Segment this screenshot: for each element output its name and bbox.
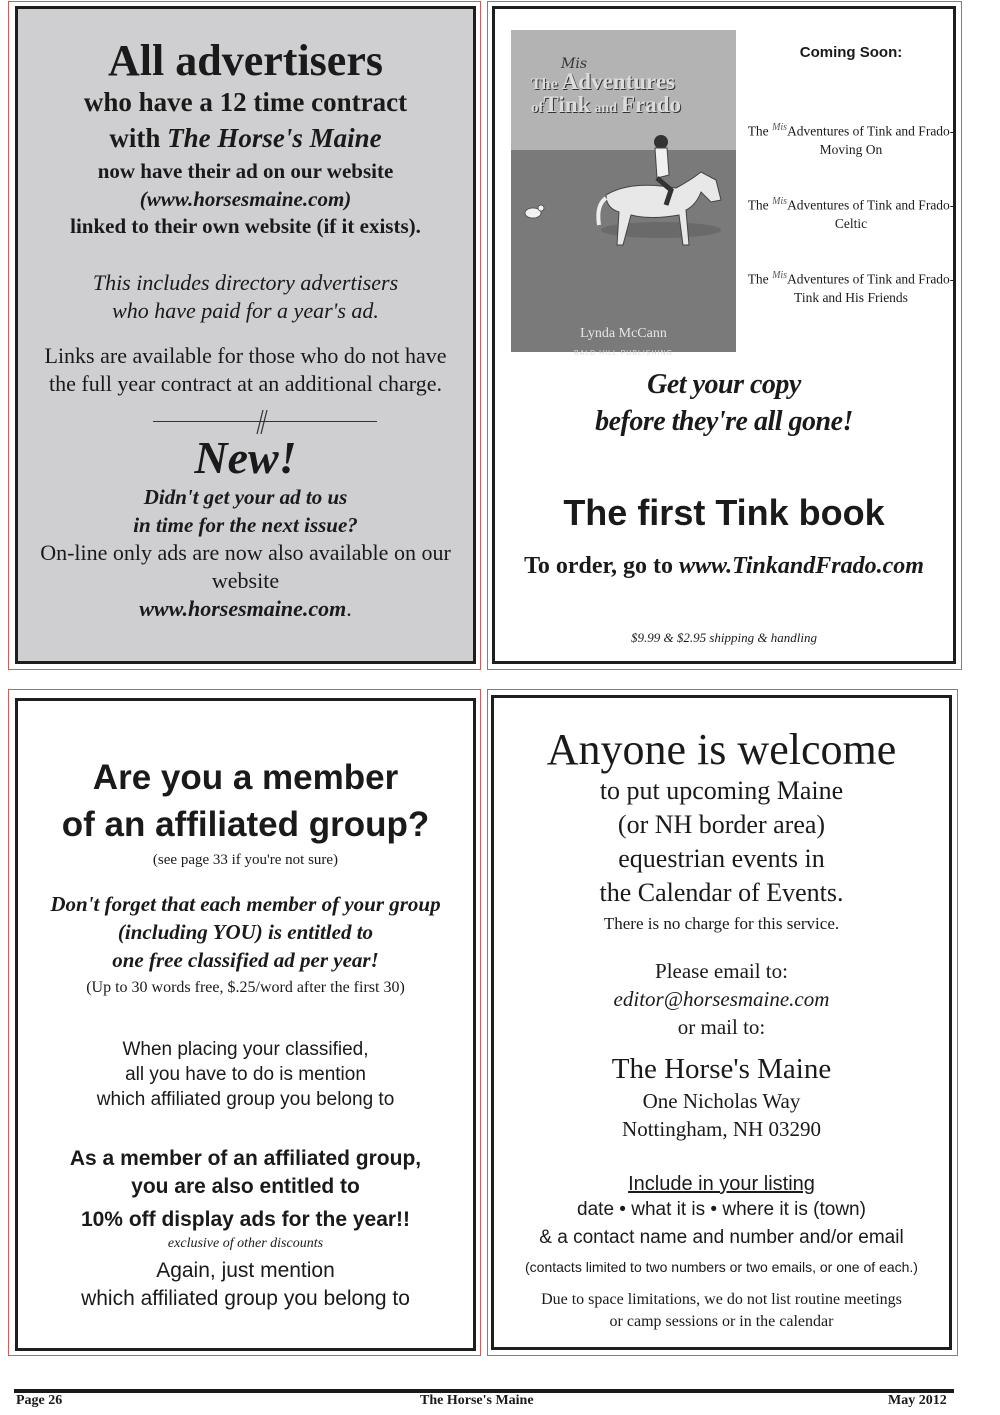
upcoming-3-pre: The xyxy=(747,271,773,287)
cover-title xyxy=(511,70,736,116)
upcoming-book-1 xyxy=(740,119,962,159)
affiliated-heading-2: of an affiliated group? xyxy=(61,805,430,844)
address-line-1: One Nicholas Way xyxy=(642,1089,801,1113)
first-book-heading: The first Tink book xyxy=(563,492,885,533)
space-note-2: or camp sessions or in the calendar xyxy=(609,1313,834,1330)
ad-panel-calendar xyxy=(491,695,952,1350)
cover-title-of: of xyxy=(531,100,544,116)
online-line-1: On-line only ads are now also available on our xyxy=(40,540,451,565)
ad-panel-affiliated-group xyxy=(15,698,476,1351)
welcome-heading: Anyone is welcome xyxy=(546,725,897,774)
site-period: . xyxy=(346,596,352,621)
cover-title-the: The xyxy=(531,76,558,93)
address-line-2: Nottingham, NH 03290 xyxy=(622,1117,821,1141)
advertisers-heading: All advertisers xyxy=(108,36,383,85)
email-address[interactable]: editor@horsesmaine.com xyxy=(613,987,830,1011)
mail-label: or mail to: xyxy=(677,1015,766,1039)
new-italic-1: Didn't get your ad to us xyxy=(143,485,348,509)
website-line: now have their ad on our website xyxy=(97,159,394,183)
coming-soon-heading: Coming Soon: xyxy=(799,44,903,61)
words-note: (Up to 30 words free, $.25/word after the first 30) xyxy=(86,979,405,996)
placing-line-2: all you have to do is mention xyxy=(125,1064,366,1085)
contacts-note: (contacts limited to two numbers or two emails, or one of each.) xyxy=(525,1259,918,1275)
upcoming-3-mis: Mis xyxy=(772,270,788,281)
upcoming-2-title: Adventures of Tink and Frado- xyxy=(787,197,955,213)
cover-mis-insert: Mis xyxy=(561,56,587,72)
upcoming-1-sub: Moving On xyxy=(819,141,883,157)
intro-line-1: to put upcoming Maine xyxy=(599,776,844,805)
no-charge-note: There is no charge for this service. xyxy=(603,914,840,933)
upcoming-book-2 xyxy=(740,193,962,233)
ad-panel-tink-book xyxy=(492,6,956,664)
footer-page-number: Page 26 xyxy=(16,1393,63,1408)
new-italic-2: in time for the next issue? xyxy=(133,513,358,537)
placing-line-3: which affiliated group you belong to xyxy=(96,1089,395,1110)
cover-title-tink: Tink xyxy=(543,92,591,117)
order-line xyxy=(495,551,953,581)
linked-line: linked to their own website (if it exists). xyxy=(70,214,421,238)
contract-line: who have a 12 time contract xyxy=(83,87,408,117)
again-line-2: which affiliated group you belong to xyxy=(81,1287,410,1310)
footer-publication: The Horse's Maine xyxy=(420,1393,534,1408)
order-url[interactable]: www.TinkandFrado.com xyxy=(678,553,924,579)
discount-line-1: As a member of an affiliated group, xyxy=(69,1147,422,1170)
include-line-1: date • what it is • where it is (town) xyxy=(577,1199,866,1220)
upcoming-1-title: Adventures of Tink and Frado- xyxy=(787,123,955,139)
upcoming-1-mis: Mis xyxy=(772,122,788,133)
price-line: $9.99 & $2.95 shipping & handling xyxy=(631,630,817,645)
intro-line-2: (or NH border area) xyxy=(617,810,826,839)
get-copy-line-2: before they're all gone! xyxy=(595,406,853,437)
ad-panel-advertisers xyxy=(15,6,476,664)
new-heading: New! xyxy=(194,432,297,483)
links-line-1: Links are available for those who do not have xyxy=(44,343,447,368)
space-note-1: Due to space limitations, we do not list routine meetings xyxy=(541,1291,902,1308)
order-prefix: To order, go to xyxy=(524,553,679,579)
book-cover xyxy=(511,30,736,357)
intro-line-4: the Calendar of Events. xyxy=(599,878,844,907)
upcoming-3-title: Adventures of Tink and Frado- xyxy=(787,271,955,287)
online-line-2: website xyxy=(211,568,280,593)
links-line-2: the full year contract at an additional charge. xyxy=(49,371,442,396)
with-line xyxy=(18,122,473,154)
discount-line-3: 10% off display ads for the year!! xyxy=(80,1208,411,1231)
cover-author: Lynda McCann xyxy=(580,326,667,341)
directory-line-2: who have paid for a year's ad. xyxy=(112,298,379,323)
upcoming-book-3 xyxy=(740,267,962,307)
get-copy-line-1: Get your copy xyxy=(647,369,801,400)
include-line-2: & a contact name and number and/or email xyxy=(539,1227,904,1248)
again-line-1: Again, just mention xyxy=(156,1259,335,1282)
upcoming-2-mis: Mis xyxy=(772,196,788,207)
cover-title-adventures: Adventures xyxy=(561,69,675,94)
reminder-line-2: (including YOU) is entitled to xyxy=(117,920,374,944)
cover-publisher: BALD HILL PUBLISHING xyxy=(573,350,674,357)
publication-name: The Horse's Maine xyxy=(167,123,382,153)
site-url[interactable]: www.horsesmaine.com xyxy=(139,596,347,621)
include-heading: Include in your listing xyxy=(628,1173,815,1195)
upcoming-2-sub: Celtic xyxy=(834,215,868,231)
placing-line-1: When placing your classified, xyxy=(122,1039,369,1060)
upcoming-2-pre: The xyxy=(747,197,773,213)
affiliated-heading-1: Are you a member xyxy=(92,758,399,797)
intro-line-3: equestrian events in xyxy=(618,844,825,873)
directory-line-1: This includes directory advertisers xyxy=(92,270,399,295)
reminder-line-3: one free classified ad per year! xyxy=(112,948,379,972)
upcoming-1-pre: The xyxy=(747,123,773,139)
exclusive-note: exclusive of other discounts xyxy=(167,1236,324,1251)
cover-title-and: and xyxy=(594,101,617,116)
cover-title-frado: Frado xyxy=(620,92,682,117)
with-word: with xyxy=(109,123,161,153)
discount-line-2: you are also entitled to xyxy=(131,1175,360,1198)
reminder-line-1: Don't forget that each member of your group xyxy=(50,892,441,916)
upcoming-3-sub: Tink and His Friends xyxy=(794,289,908,305)
see-page-note: (see page 33 if you're not sure) xyxy=(152,852,339,868)
website-url: (www.horsesmaine.com) xyxy=(139,187,352,211)
footer-date: May 2012 xyxy=(888,1393,947,1408)
site-line xyxy=(18,595,473,623)
email-label: Please email to: xyxy=(655,959,788,983)
org-name: The Horse's Maine xyxy=(611,1053,832,1085)
